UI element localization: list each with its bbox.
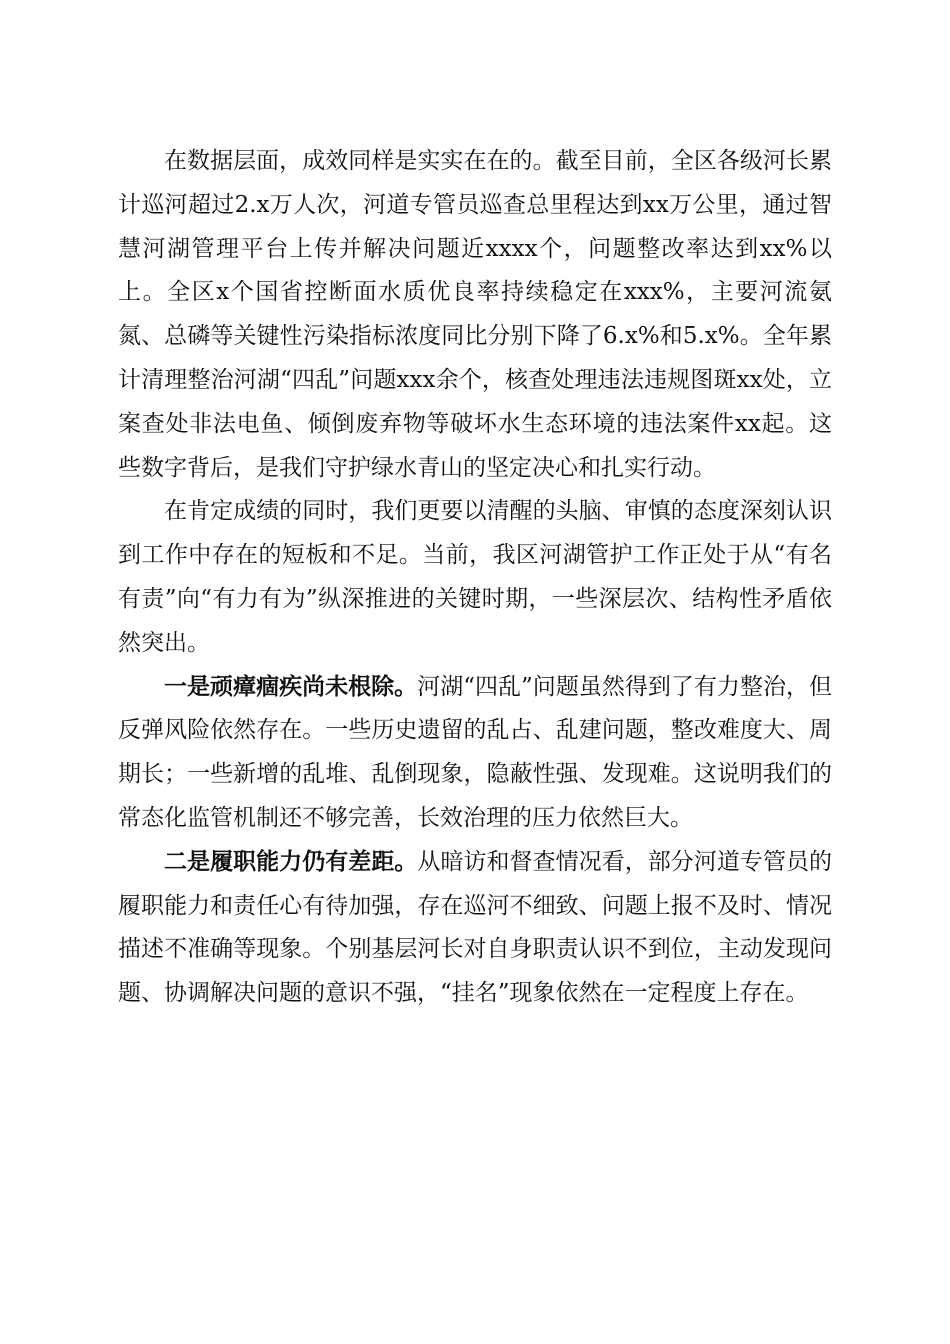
- paragraph-text: 在肯定成绩的同时，我们更要以清醒的头脑、审慎的态度深刻认识到工作中存在的短板和不足。当前，我区河湖管护工作正处于从“有名有责”向“有力有为”纵深推进的关键时期，一些深层次、结构性矛盾依然突出。: [118, 498, 832, 656]
- paragraph-text: 从暗访和督查情况看，部分河道专管员的履职能力和责任心有待加强，存在巡河不细致、问题上报不及时、情况描述不准确等现象。个别基层河长对自身职责认识不到位，主动发现问题、协调解决问题的意识不强，“挂名”现象依然在一定程度上存在。: [118, 848, 833, 1007]
- paragraph-point-one: [118, 666, 832, 841]
- paragraph-data-results: [118, 140, 832, 490]
- paragraph-text: 河湖“四乱”问题虽然得到了有力整治，但反弹风险依然存在。一些历史遗留的乱占、乱建问题，整改难度大、周期长；一些新增的乱堆、乱倒现象，隐蔽性强、发现难。这说明我们的常态化监管机制还不够完善，长效治理的压力依然巨大。: [118, 673, 832, 831]
- paragraph-shortcomings: [118, 490, 832, 665]
- paragraph-point-two: [118, 841, 832, 1016]
- paragraph-lead: 二是履职能力仍有差距。: [164, 848, 418, 875]
- document-body: [118, 140, 832, 1016]
- paragraph-text: 在数据层面，成效同样是实实在在的。截至目前，全区各级河长累计巡河超过2.x万人次，河道专管员巡查总里程达到xx万公里，通过智慧河湖管理平台上传并解决问题近xxxx个，问题整改率达到xx%以上。全区x个国省控断面水质优良率持续稳定在xxx%，主要河流氨氮、总磷等关键性污染指标浓度同比分别下降了6.x%和5.x%。全年累计清理整治河湖“四乱”问题xxx余个，核查处理违法违规图斑xx处，立案查处非法电鱼、倾倒废弃物等破坏水生态环境的违法案件xx起。这些数字背后，是我们守护绿水青山的坚定决心和扎实行动。: [118, 148, 832, 481]
- paragraph-lead: 一是顽瘴痼疾尚未根除。: [164, 673, 418, 700]
